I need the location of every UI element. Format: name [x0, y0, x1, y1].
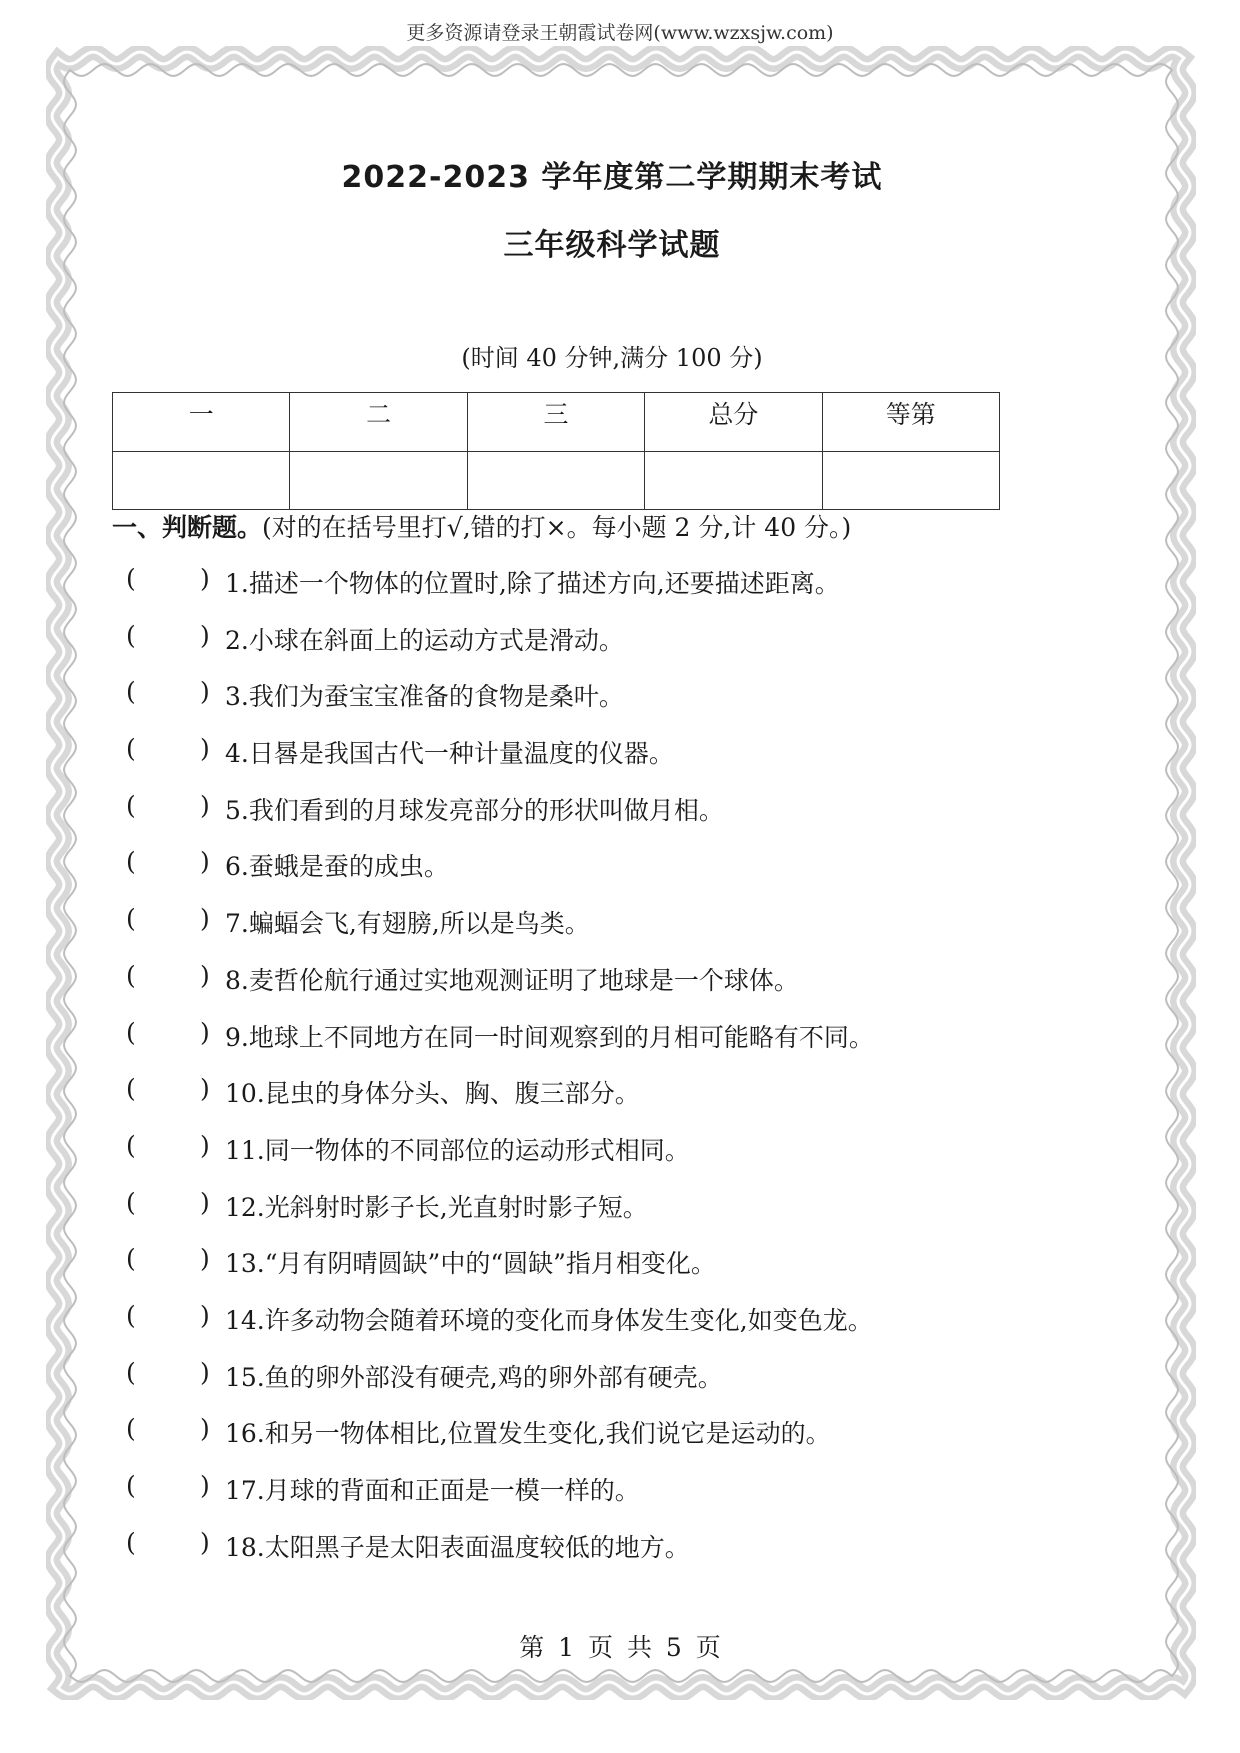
question-item: [112, 791, 1112, 848]
question-item: [112, 677, 1112, 734]
score-table: [112, 392, 1000, 510]
score-header-cell: 二: [290, 393, 467, 452]
paren-close: ): [200, 1074, 210, 1104]
paren-close: ): [200, 620, 210, 650]
question-text: 3.我们为蚕宝宝准备的食物是桑叶。: [225, 682, 624, 712]
paren-open: (: [126, 677, 136, 707]
paren-close: ): [200, 677, 210, 707]
question-text: 5.我们看到的月球发亮部分的形状叫做月相。: [225, 795, 724, 825]
question-text: 17.月球的背面和正面是一模一样的。: [225, 1476, 640, 1505]
exam-info: (时间 40 分钟,满分 100 分): [461, 344, 763, 372]
exam-title: 2022-2023 学年度第二学期期末考试: [341, 160, 883, 195]
question-text: 1.描述一个物体的位置时,除了描述方向,还要描述距离。: [225, 569, 840, 598]
question-item: [112, 1471, 1112, 1528]
question-text: 12.光斜射时影子长,光直射时影子短。: [225, 1192, 648, 1222]
score-header-cell: 一: [113, 393, 290, 452]
question-text: 16.和另一物体相比,位置发生变化,我们说它是运动的。: [225, 1419, 831, 1449]
question-item: [112, 1074, 1112, 1131]
question-text: 14.许多动物会随着环境的变化而身体发生变化,如变色龙。: [225, 1305, 873, 1335]
paren-open: (: [126, 1074, 136, 1104]
paren-open: (: [126, 847, 136, 877]
question-item: [112, 1301, 1112, 1358]
section-instruction: (对的在括号里打√,错的打×。每小题 2 分,计 40 分。): [262, 513, 852, 542]
question-text: 18.太阳黑子是太阳表面温度较低的地方。: [225, 1532, 690, 1562]
score-value-cell[interactable]: [822, 452, 999, 510]
question-text: 13.“月有阴晴圆缺”中的“圆缺”指月相变化。: [225, 1249, 716, 1279]
paren-open: (: [126, 1414, 136, 1444]
question-item: [112, 734, 1112, 791]
paren-close: ): [200, 790, 210, 820]
question-item: [112, 1244, 1112, 1301]
paren-close: ): [200, 1017, 210, 1047]
paren-close: ): [200, 1414, 210, 1444]
paren-close: ): [200, 1244, 210, 1274]
question-item: [112, 564, 1112, 621]
exam-subtitle: 三年级科学试题: [503, 228, 721, 263]
question-item: [112, 904, 1112, 961]
paren-open: (: [126, 564, 136, 593]
paren-open: (: [126, 904, 136, 934]
question-item: [112, 847, 1112, 904]
question-item: [112, 1018, 1112, 1075]
score-value-cell[interactable]: [290, 452, 467, 510]
paren-open: (: [126, 790, 136, 820]
paren-open: (: [126, 1300, 136, 1330]
question-item: [112, 621, 1112, 678]
question-item: [112, 1358, 1112, 1415]
paren-close: ): [200, 1187, 210, 1217]
question-text: 15.鱼的卵外部没有硬壳,鸡的卵外部有硬壳。: [225, 1362, 723, 1392]
question-item: [112, 1414, 1112, 1471]
question-list: [112, 564, 1112, 1584]
question-text: 4.日晷是我国古代一种计量温度的仪器。: [225, 739, 674, 769]
paren-close: ): [200, 1357, 210, 1387]
question-text: 6.蚕蛾是蚕的成虫。: [225, 852, 449, 882]
score-table-header-row: [113, 393, 1000, 452]
paren-open: (: [126, 1471, 136, 1500]
paren-open: (: [126, 960, 136, 990]
paren-close: ): [200, 1471, 210, 1500]
paren-open: (: [126, 1244, 136, 1274]
page-number: 第 1 页 共 5 页: [519, 1633, 721, 1662]
section-heading: [112, 508, 1112, 544]
question-item: [112, 1131, 1112, 1188]
paren-open: (: [126, 1187, 136, 1217]
paren-close: ): [200, 960, 210, 990]
question-text: 10.昆虫的身体分头、胸、腹三部分。: [225, 1079, 640, 1109]
paren-close: ): [200, 734, 210, 764]
paren-open: (: [126, 1017, 136, 1047]
header-note: 更多资源请登录王朝霞试卷网(www.wzxsjw.com): [406, 22, 834, 44]
paren-open: (: [126, 1527, 136, 1557]
score-table-value-row: [113, 452, 1000, 510]
paren-close: ): [200, 1130, 210, 1160]
score-value-cell[interactable]: [467, 452, 644, 510]
score-value-cell[interactable]: [645, 452, 822, 510]
paren-close: ): [200, 564, 210, 593]
paren-open: (: [126, 1357, 136, 1387]
paren-close: ): [200, 904, 210, 934]
question-text: 8.麦哲伦航行通过实地观测证明了地球是一个球体。: [225, 965, 799, 995]
score-header-cell: 三: [467, 393, 644, 452]
question-text: 11.同一物体的不同部位的运动形式相同。: [225, 1135, 690, 1165]
question-item: [112, 1528, 1112, 1585]
question-text: 7.蝙蝠会飞,有翅膀,所以是鸟类。: [225, 909, 590, 939]
score-header-cell: 总分: [645, 393, 822, 452]
score-value-cell[interactable]: [113, 452, 290, 510]
section-label: 一、判断题。: [112, 513, 263, 542]
question-item: [112, 1188, 1112, 1245]
paren-open: (: [126, 620, 136, 650]
paren-open: (: [126, 734, 136, 764]
paren-open: (: [126, 1130, 136, 1160]
paren-close: ): [200, 1527, 210, 1557]
score-header-cell: 等第: [822, 393, 999, 452]
question-text: 9.地球上不同地方在同一时间观察到的月相可能略有不同。: [225, 1022, 874, 1052]
paren-close: ): [200, 1300, 210, 1330]
question-item: [112, 961, 1112, 1018]
paren-close: ): [200, 847, 210, 877]
question-text: 2.小球在斜面上的运动方式是滑动。: [225, 625, 624, 655]
